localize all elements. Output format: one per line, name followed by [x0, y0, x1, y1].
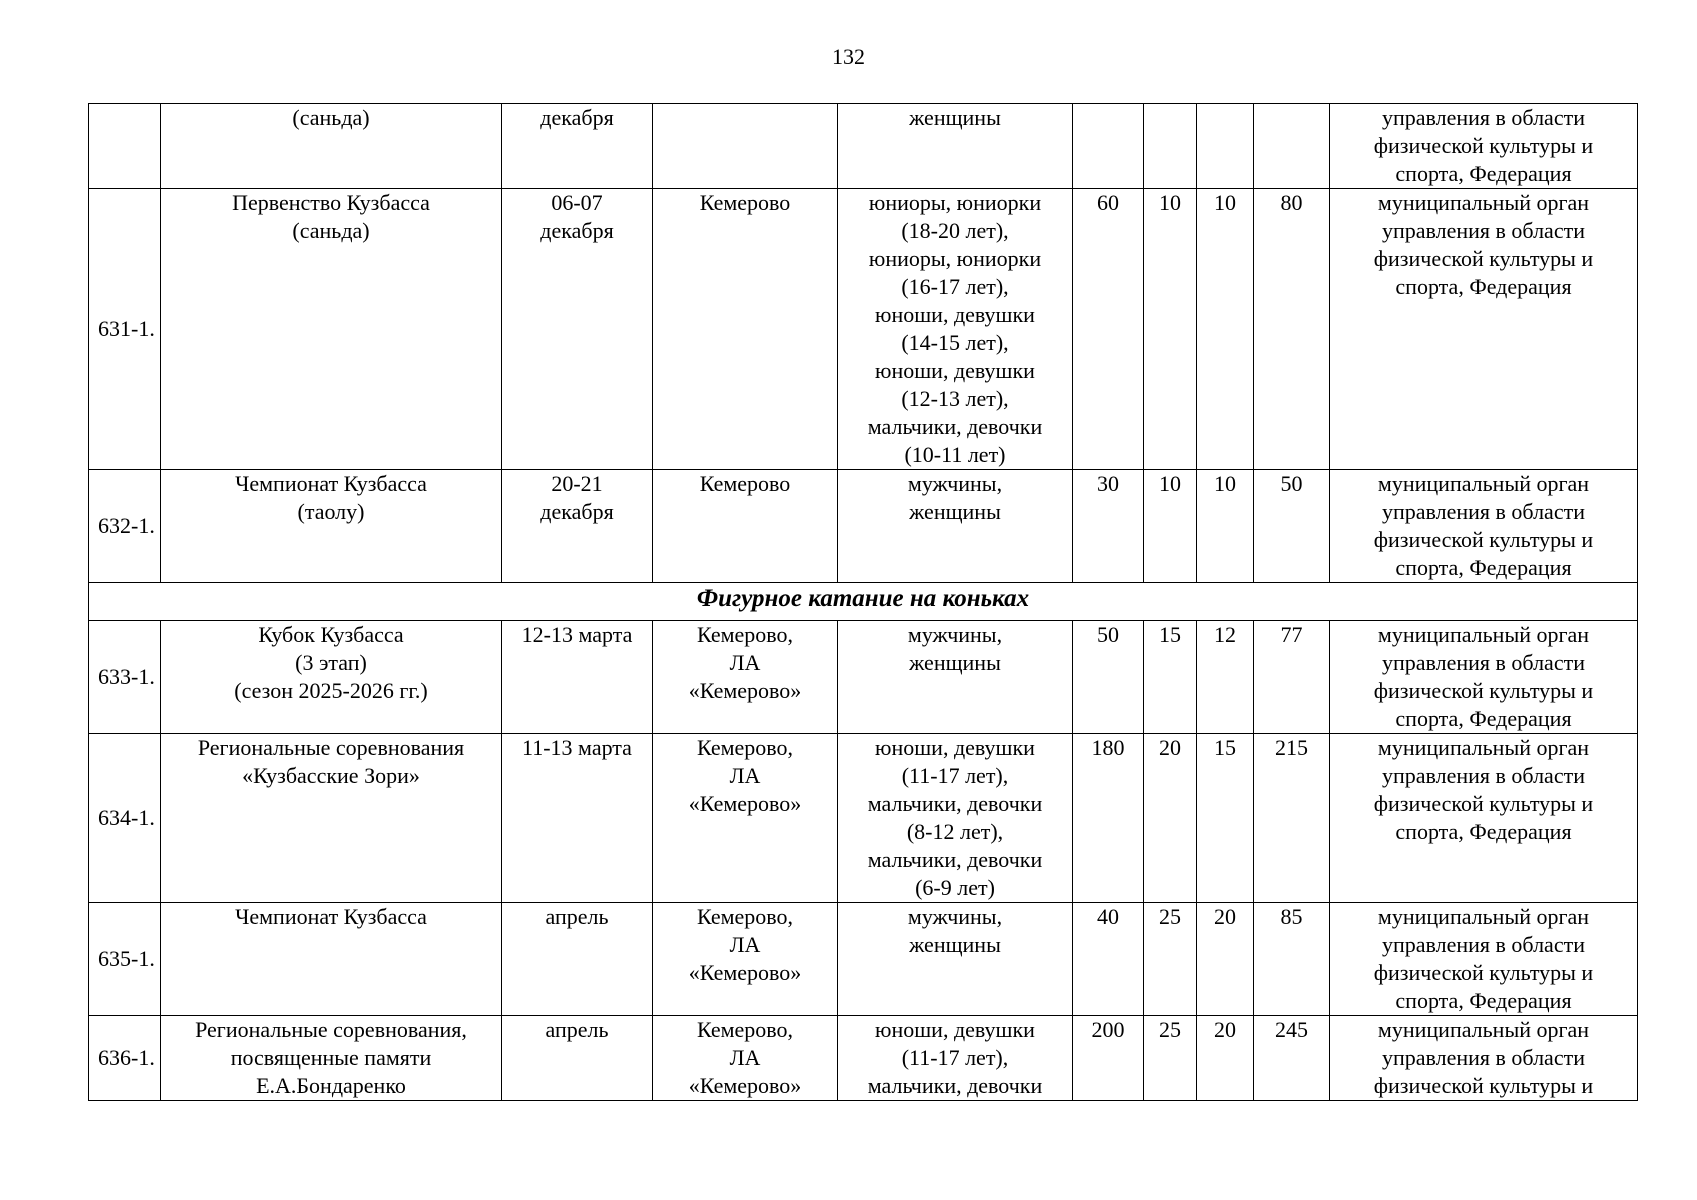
count-cell: 20	[1197, 903, 1254, 1016]
count-total-cell: 245	[1254, 1016, 1330, 1101]
event-place: Кемерово, ЛА «Кемерово»	[653, 1016, 838, 1101]
count-cell: 12	[1197, 621, 1254, 734]
count-cell: 25	[1144, 903, 1197, 1016]
count-cell	[1073, 104, 1144, 189]
page-number: 132	[832, 44, 865, 69]
count-cell: 10	[1144, 189, 1197, 470]
event-organizer: муниципальный орган управления в области физической культуры и спорта, Федерация	[1330, 903, 1638, 1016]
table-row	[89, 903, 1638, 1016]
table-row	[89, 104, 1638, 189]
event-date: 20-21 декабря	[502, 470, 653, 583]
event-name: Региональные соревнования «Кузбасские Зори»	[161, 734, 502, 903]
row-number: 636-1.	[89, 1016, 161, 1101]
count-cell: 15	[1144, 621, 1197, 734]
table-row	[89, 621, 1638, 734]
event-place: Кемерово	[653, 189, 838, 470]
event-participants: мужчины, женщины	[838, 903, 1073, 1016]
count-total-cell: 80	[1254, 189, 1330, 470]
event-place: Кемерово	[653, 470, 838, 583]
event-participants: мужчины, женщины	[838, 621, 1073, 734]
section-title: Фигурное катание на коньках	[89, 583, 1638, 621]
event-name: Кубок Кузбасса (3 этап) (сезон 2025-2026 гг.)	[161, 621, 502, 734]
count-cell: 50	[1073, 621, 1144, 734]
event-date: апрель	[502, 1016, 653, 1101]
count-cell: 15	[1197, 734, 1254, 903]
count-cell	[1144, 104, 1197, 189]
event-place: Кемерово, ЛА «Кемерово»	[653, 734, 838, 903]
count-total-cell: 215	[1254, 734, 1330, 903]
count-total-cell	[1254, 104, 1330, 189]
count-cell: 200	[1073, 1016, 1144, 1101]
count-cell: 10	[1144, 470, 1197, 583]
event-name: (саньда)	[161, 104, 502, 189]
event-organizer: муниципальный орган управления в области физической культуры и спорта, Федерация	[1330, 621, 1638, 734]
event-participants: мужчины, женщины	[838, 470, 1073, 583]
event-name: Региональные соревнования, посвященные памяти Е.А.Бондаренко	[161, 1016, 502, 1101]
event-participants: женщины	[838, 104, 1073, 189]
count-cell: 25	[1144, 1016, 1197, 1101]
events-table	[88, 103, 1638, 1101]
row-number: 633-1.	[89, 621, 161, 734]
row-number	[89, 104, 161, 189]
row-number: 632-1.	[89, 470, 161, 583]
count-cell: 20	[1144, 734, 1197, 903]
count-total-cell: 50	[1254, 470, 1330, 583]
count-cell: 30	[1073, 470, 1144, 583]
count-total-cell: 85	[1254, 903, 1330, 1016]
table-row	[89, 470, 1638, 583]
event-place	[653, 104, 838, 189]
table-row	[89, 1016, 1638, 1101]
event-participants: юноши, девушки (11-17 лет), мальчики, девочки (8-12 лет), мальчики, девочки (6-9 лет)	[838, 734, 1073, 903]
row-number: 635-1.	[89, 903, 161, 1016]
event-organizer: муниципальный орган управления в области физической культуры и	[1330, 1016, 1638, 1101]
event-organizer: муниципальный орган управления в области физической культуры и спорта, Федерация	[1330, 189, 1638, 470]
count-cell: 20	[1197, 1016, 1254, 1101]
event-date: 06-07 декабря	[502, 189, 653, 470]
event-date: 12-13 марта	[502, 621, 653, 734]
count-cell: 10	[1197, 189, 1254, 470]
event-place: Кемерово, ЛА «Кемерово»	[653, 903, 838, 1016]
event-name: Первенство Кузбасса (саньда)	[161, 189, 502, 470]
section-row	[89, 583, 1638, 621]
event-name: Чемпионат Кузбасса	[161, 903, 502, 1016]
count-cell: 60	[1073, 189, 1144, 470]
event-date: 11-13 марта	[502, 734, 653, 903]
event-organizer: муниципальный орган управления в области физической культуры и спорта, Федерация	[1330, 470, 1638, 583]
count-total-cell: 77	[1254, 621, 1330, 734]
table-row	[89, 189, 1638, 470]
event-date: апрель	[502, 903, 653, 1016]
row-number: 631-1.	[89, 189, 161, 470]
count-cell: 10	[1197, 470, 1254, 583]
row-number: 634-1.	[89, 734, 161, 903]
event-name: Чемпионат Кузбасса (таолу)	[161, 470, 502, 583]
event-place: Кемерово, ЛА «Кемерово»	[653, 621, 838, 734]
event-organizer: управления в области физической культуры и спорта, Федерация	[1330, 104, 1638, 189]
table-row	[89, 734, 1638, 903]
count-cell: 40	[1073, 903, 1144, 1016]
count-cell: 180	[1073, 734, 1144, 903]
event-participants: юноши, девушки (11-17 лет), мальчики, девочки	[838, 1016, 1073, 1101]
event-participants: юниоры, юниорки (18-20 лет), юниоры, юниорки (16-17 лет), юноши, девушки (14-15 лет), юноши, девушки (12-13 лет), мальчики, девочки (10-11 лет)	[838, 189, 1073, 470]
event-date: декабря	[502, 104, 653, 189]
event-organizer: муниципальный орган управления в области физической культуры и спорта, Федерация	[1330, 734, 1638, 903]
count-cell	[1197, 104, 1254, 189]
